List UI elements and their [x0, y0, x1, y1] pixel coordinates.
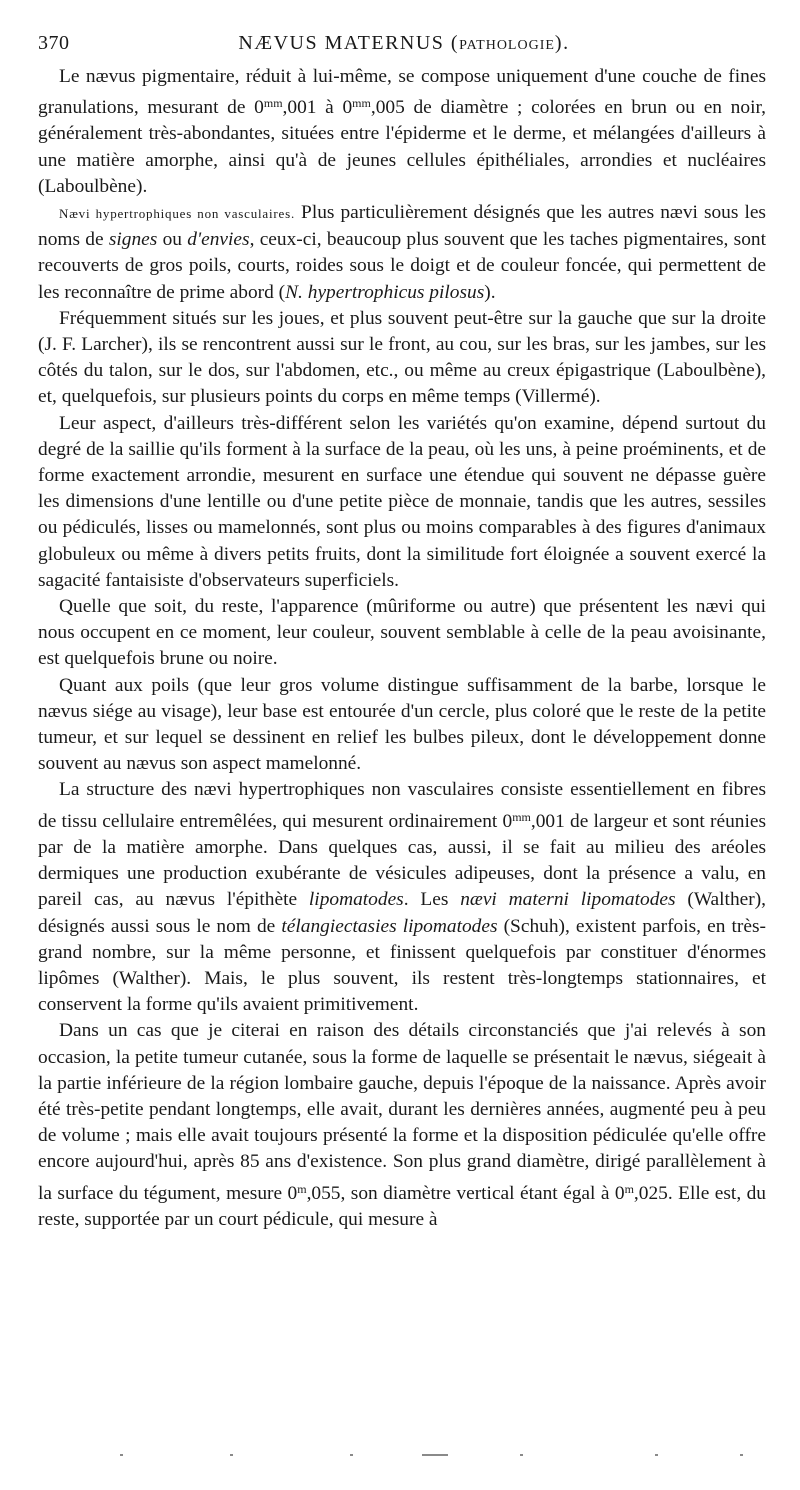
text-run: Dans un cas que je citerai en raison des détails circonstanciés que j'ai relevés à son occasion, la petite tumeur cutanée, sous la forme de laquelle se présentait le nævus, siégeait à la partie inférieure de la région lombaire gauche, depuis l'époque de la naissance. Après avoir été très-petite pendant longtemps, elle avait, durant les dernières années, augmenté peu à peu de volume ; mais elle avait toujours présenté la forme et la disposition pédiculée qu'elle offre encore aujourd'hui, après 85 ans d'existence. Son plus grand diamètre, dirigé parallèlement à la surface du tégument, mesure 0	[38, 1020, 766, 1204]
text-run: (Walther), désignés aussi sous le nom de	[38, 889, 767, 937]
italic-term: d'envies	[187, 229, 250, 251]
italic-term: signes	[108, 229, 158, 251]
running-title-main: NÆVUS MATERNUS (	[238, 32, 460, 54]
unit-superscript: m	[297, 1181, 307, 1196]
italic-term: télangiectasies lipomatodes	[281, 915, 498, 937]
paragraph-hairs: Quant aux poils (que leur gros volume distingue suffisamment de la barbe, lorsque le nævus siége au visage), leur base est entourée d'un cercle, plus coloré que le reste de la petite tumeur, et sur lequel se dessinent en relief les bulbes pileux, dont le développement donne souvent au nævus son aspect mamelonné.	[38, 674, 766, 775]
text-run: . Les	[403, 889, 461, 911]
text-run: La structure des nævi hypertrophiques non vasculaires consiste essentiellement en fibres de tissu cellulaire entremêlées, qui mesurent ordinairement 0	[38, 779, 766, 832]
text-run: ,001 de largeur et sont réunies par de la matière amorphe. Dans quelques cas, aussi, il se fait au milieu des aréoles dermiques une production exubérante de vésicules adipeuses, dont la présence a valu, en pareil cas, au nævus l'épithète	[38, 810, 766, 911]
text-run: , ceux-ci, beaucoup plus souvent que les taches pigmentaires, sont recouverts de gros poils, courts, roides sous le doigt et de couleur foncée, qui permettent de les reconnaître de prime abord (	[38, 229, 766, 303]
text-run: (Schuh), existent parfois, en très-grand nombre, sur la même personne, et finissent quelquefois par constituer d'énormes lipômes (Walther). Mais, le plus souvent, ils restent très-longtemps stationnaires, et conservent la forme qu'ils avaient primitivement.	[38, 915, 766, 1016]
text-run: ,001 à 0	[282, 97, 353, 119]
paragraph-hypertrophic-naevi	[38, 200, 766, 306]
text-run: ,025. Elle est, du reste, supportée par un court pédicule, qui mesure à	[38, 1182, 766, 1230]
running-title-close: ).	[554, 32, 570, 54]
paragraph-structure	[38, 777, 766, 1018]
italic-term: nævi materni lipomatodes	[460, 889, 676, 911]
paragraph-locations: Fréquemment situés sur les joues, et plus souvent peut-être sur la gauche que sur la droite (J. F. Larcher), ils se rencontrent aussi sur le front, au cou, sur les bras, sur les jambes, sur les côtés du talon, sur le dos, sur l'abdomen, etc., ou même au creux épigastrique (Laboulbène), et, quelquefois, sur plusieurs points du corps en même temps (Villermé).	[38, 307, 766, 408]
running-head	[38, 30, 770, 62]
text-run: Le nævus pigmentaire, réduit à lui-même, se compose uniquement d'une couche de fines granulations, mesurant de 0	[38, 66, 766, 119]
text-run: ).	[484, 281, 496, 303]
page-number: 370	[38, 32, 70, 54]
scan-artifact-dots	[100, 1454, 780, 1462]
text-run: Plus particulièrement désignés que les autres nævi sous les noms de	[38, 202, 766, 251]
body-text	[38, 64, 766, 1233]
paragraph-colour: Quelle que soit, du reste, l'apparence (mûriforme ou autre) que présentent les nævi qui nous occupent en ce moment, leur couleur, souvent semblable à celle de la peau avoisinante, est quelquefois brune ou noire.	[38, 596, 766, 670]
paragraph-case-report	[38, 1018, 766, 1233]
section-heading: Nævi hypertrophiques non vasculaires.	[59, 206, 296, 222]
italic-term: N. hypertrophicus pilosus	[285, 281, 485, 303]
unit-superscript: m	[624, 1181, 634, 1196]
unit-superscript: mm	[352, 96, 371, 111]
text-run: ,055, son diamètre vertical étant égal à 0	[306, 1182, 625, 1204]
text-run: ,005 de diamètre ; colorées en brun ou en noir, généralement très-abondantes, situées entre l'épiderme et le derme, et mélangées d'ailleurs à une matière amorphe, ainsi qu'à de jeunes cellules épithéliales, arrondies et nucléaires (Laboulbène).	[38, 97, 766, 197]
running-title	[38, 32, 770, 55]
paragraph-pigmentary-naevus	[38, 64, 766, 200]
text-run: ou	[157, 229, 188, 251]
italic-term: lipomatodes	[308, 889, 404, 911]
unit-superscript: mm	[263, 96, 283, 111]
unit-superscript: mm	[512, 809, 531, 824]
running-title-section: PATHOLOGIE	[459, 38, 555, 53]
paragraph-aspect: Leur aspect, d'ailleurs très-différent selon les variétés qu'on examine, dépend surtout du degré de la saillie qu'ils forment à la surface de la peau, où les uns, à peine proéminents, et de forme exactement arrondie, mesurent en surface une étendue qui souvent ne dépasse guère les dimensions d'une lentille ou d'une petite pièce de monnaie, tandis que les autres, sessiles ou pédiculés, lisses ou mamelonnés, sont plus ou moins comparables à des figures d'animaux globuleux ou même à divers petits fruits, dont la similitude fort éloignée a souvent exercé la sagacité fantaisiste d'observateurs superficiels.	[38, 412, 766, 591]
